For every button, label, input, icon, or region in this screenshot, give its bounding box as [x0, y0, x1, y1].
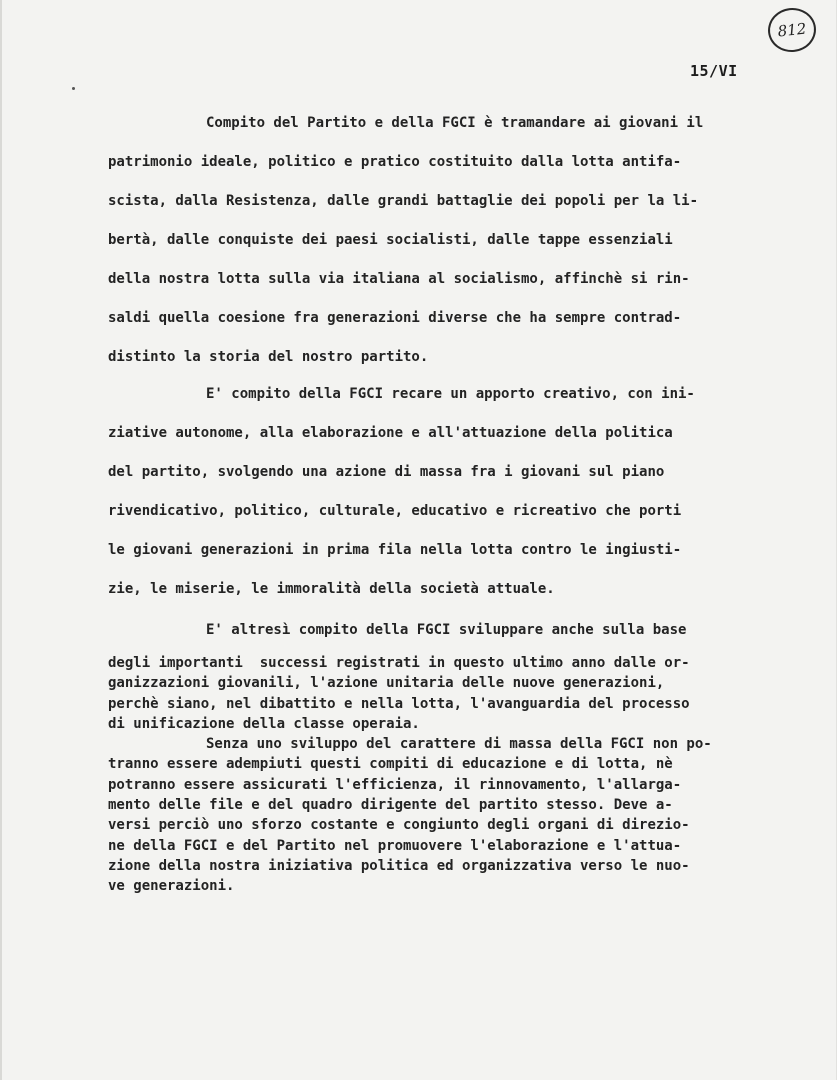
text-line: ne della FGCI e del Partito nel promuovere l'elaborazione e l'attua- [108, 837, 682, 854]
paragraph-3-and-4 [108, 653, 798, 897]
archive-stamp [766, 6, 818, 55]
text-line: bertà, dalle conquiste dei paesi socialisti, dalle tappe essenziali [108, 232, 673, 248]
text-line: patrimonio ideale, politico e pratico costituito dalla lotta antifa- [108, 154, 682, 170]
text-line: della nostra lotta sulla via italiana al socialismo, affinchè si rin- [108, 271, 690, 287]
text-line: versi perciò uno sforzo costante e congiunto degli organi di direzio- [108, 817, 690, 834]
text-line: E' compito della FGCI recare un apporto creativo, con ini- [206, 386, 695, 402]
text-line: distinto la storia del nostro partito. [108, 349, 429, 365]
stamp-number: 812 [776, 19, 808, 41]
text-line: saldi quella coesione fra generazioni diverse che ha sempre contrad- [108, 310, 682, 326]
text-line: perchè siano, nel dibattito e nella lotta, l'avanguardia del processo [108, 695, 690, 712]
text-line: tranno essere adempiuti questi compiti di educazione e di lotta, nè [108, 756, 673, 773]
text-line: Compito del Partito e della FGCI è tramandare ai giovani il [206, 115, 704, 131]
text-line: di unificazione della classe operaia. [108, 715, 420, 732]
text-line: Senza uno sviluppo del carattere di massa della FGCI non po- [206, 736, 712, 753]
text-line: potranno essere assicurati l'efficienza, il rinnovamento, l'allarga- [108, 776, 682, 793]
ink-speck [72, 87, 75, 90]
text-line: zie, le miserie, le immoralità della società attuale. [108, 581, 555, 597]
text-line: ve generazioni. [108, 878, 235, 895]
text-line: ganizzazioni giovanili, l'azione unitaria delle nuove generazioni, [108, 675, 665, 692]
text-line: zione della nostra iniziativa politica ed organizzativa verso le nuo- [108, 857, 690, 874]
text-line: del partito, svolgendo una azione di massa fra i giovani sul piano [108, 464, 665, 480]
paragraph-1 [108, 104, 798, 377]
text-line: E' altresì compito della FGCI sviluppare anche sulla base [206, 622, 687, 638]
text-line: rivendicativo, politico, culturale, educativo e ricreativo che porti [108, 503, 682, 519]
paragraph-2 [108, 375, 798, 609]
text-line: le giovani generazioni in prima fila nella lotta contro le ingiusti- [108, 542, 682, 558]
text-line: ziative autonome, alla elaborazione e all'attuazione della politica [108, 425, 673, 441]
page-number: 15/VI [690, 62, 738, 80]
text-line: mento delle file e del quadro dirigente del partito stesso. Deve a- [108, 797, 673, 814]
paragraph-3-first-line [108, 611, 798, 650]
text-line: scista, dalla Resistenza, dalle grandi battaglie dei popoli per la li- [108, 193, 699, 209]
text-line: degli importanti successi registrati in questo ultimo anno dalle or- [108, 655, 690, 671]
